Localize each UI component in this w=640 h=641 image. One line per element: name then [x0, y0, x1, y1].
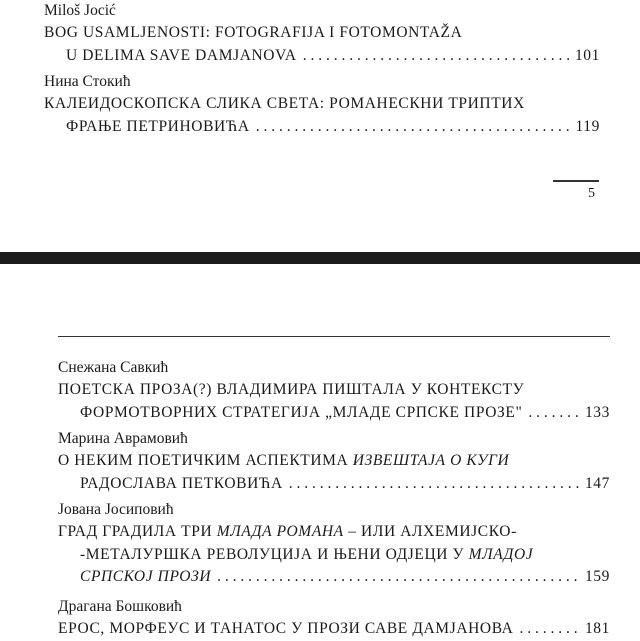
entry-title-line: BOG USAMLJENOSTI: FOTOGRAFIJA I FOTOMONTAŽA [44, 24, 463, 41]
toc-entry-avramovic [58, 428, 610, 495]
toc-entry-jocic [44, 0, 600, 67]
entry-page-number: 147 [584, 474, 610, 492]
entry-title-line-last [58, 566, 610, 589]
entry-title-line-last [58, 402, 610, 425]
entry-title-line [58, 544, 610, 567]
entry-title-line-last [58, 618, 610, 641]
leader-dots [256, 116, 570, 139]
entry-title-line-last [58, 473, 610, 496]
entry-page-number: 181 [584, 620, 610, 637]
entry-title-text: – ИЛИ АЛХЕМИЈСКО- [343, 523, 517, 540]
entry-author: Марина Аврамовић [58, 430, 188, 447]
leader-dots [303, 45, 569, 68]
entry-author: Јована Јосиповић [58, 501, 174, 518]
leader-dots [217, 566, 579, 589]
toc-entry-stokic [44, 71, 600, 138]
page-divider [0, 252, 640, 264]
folio-rule [553, 180, 599, 182]
entry-page-number: 133 [584, 403, 610, 421]
entry-title-text: U DELIMA SAVE DAMJANOVA [66, 46, 297, 64]
entry-title-text: -МЕТАЛУРШКА РЕВОЛУЦИЈА И ЊЕНИ ОДЈЕЦИ У [80, 545, 469, 563]
leader-dots [528, 402, 579, 425]
top-page [0, 0, 640, 252]
entry-title-text: О НЕКИМ ПОЕТИЧКИМ АСПЕКТИМА [58, 452, 353, 469]
entry-title-text: ГРАД ГРАДИЛА ТРИ [58, 523, 217, 540]
entry-page-number: 119 [575, 117, 600, 135]
page-folio: 5 [588, 186, 595, 201]
leader-dots [289, 473, 579, 496]
entry-title-text: ФОРМОТВОРНИХ СТРАТЕГИЈА „МЛАДЕ СРПСКЕ ПРОЗЕ" [80, 403, 523, 421]
entry-title-text: ЕРОС, МОРФЕУС И ТАНАТОС У ПРОЗИ САВЕ ДАМЈАНОВА [58, 620, 514, 637]
entry-page-number: 101 [574, 46, 600, 64]
header-rule [58, 336, 610, 337]
leader-dots [519, 618, 578, 641]
entry-author: Драгана Бошковић [58, 598, 182, 615]
entry-title-line-last [44, 116, 600, 139]
entry-title-text: ФРАЊЕ ПЕТРИНОВИЋА [66, 117, 250, 135]
entry-author: Miloš Jocić [44, 2, 116, 19]
entry-title-line [58, 521, 610, 544]
entry-title-italic: МЛАДОЈ [468, 545, 534, 563]
toc-entry-savkic [58, 357, 610, 424]
toc-entry-boskovic [58, 596, 610, 641]
entry-page-number: 159 [584, 568, 610, 585]
entry-title-line: КАЛЕИДОСКОПСКА СЛИКА СВЕТА: РОМАНЕСКНИ ТРИПТИХ [44, 95, 525, 112]
entry-title-line-last [44, 45, 600, 68]
entry-title-line: ПОЕТСКА ПРОЗА(?) ВЛАДИМИРА ПИШТАЛА У КОНТЕКСТУ [58, 381, 525, 398]
entry-title-italic: СРПСКОЈ ПРОЗИ [80, 568, 212, 585]
entry-author: Нина Стокић [44, 73, 131, 90]
entry-title-line [58, 450, 610, 473]
entry-title-text: РАДОСЛАВА ПЕТКОВИЋА [80, 474, 283, 492]
entry-title-italic: МЛАДА РОМАНА [216, 523, 344, 540]
entry-title-italic: ИЗВЕШТАЈА О КУГИ [352, 452, 510, 469]
entry-author: Снежана Савкић [58, 359, 169, 376]
toc-entry-josipovic [58, 499, 610, 589]
